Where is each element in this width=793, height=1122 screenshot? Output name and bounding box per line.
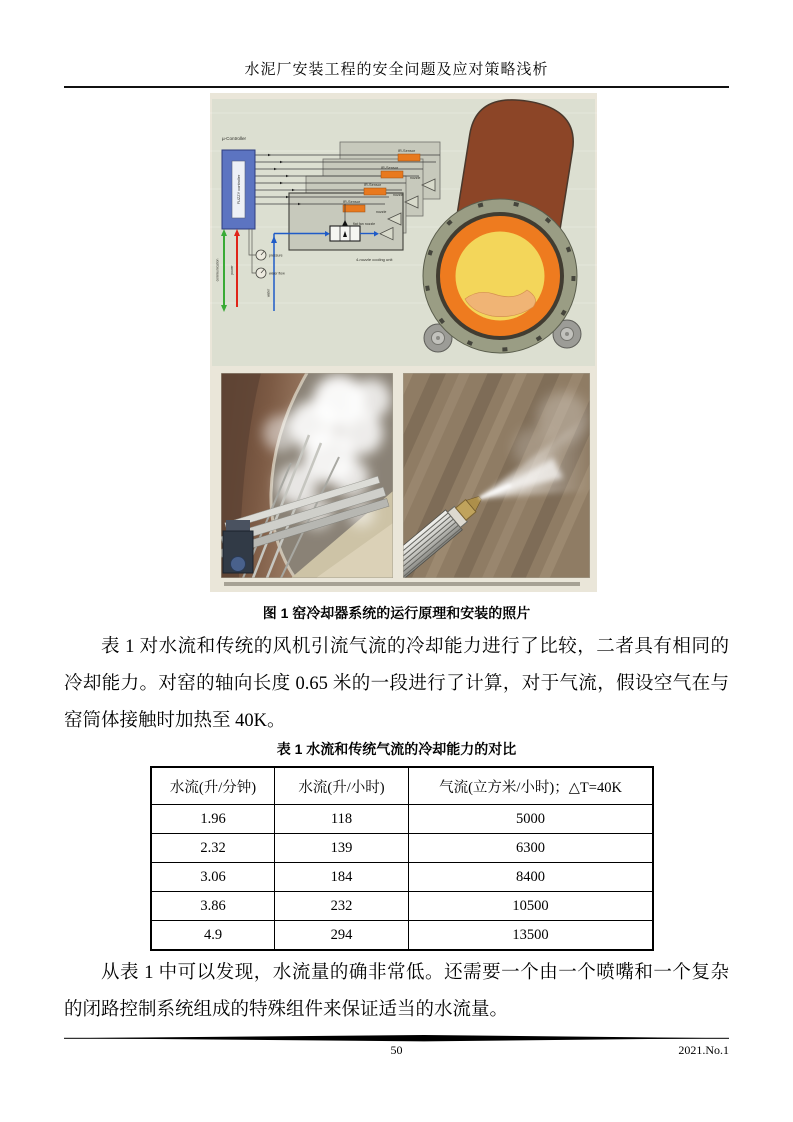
table-body: [151, 805, 653, 951]
paragraph-line: 从表 1 中可以发现，水流量的确非常低。还需要一个由一个喷嘴和一个复杂: [101, 963, 729, 983]
table-row: [151, 834, 653, 863]
ir-sensor-label: IR-Sensor: [343, 200, 361, 204]
cooling-comparison-table: [150, 766, 654, 951]
ir-sensor-label: IR-Sensor: [364, 183, 382, 187]
page-header-title: 水泥厂安装工程的安全问题及应对策略浅析: [244, 62, 549, 78]
control-device: [223, 520, 253, 573]
micro-controller-label: µ-Controller: [222, 136, 247, 141]
scan-smudge: [224, 582, 580, 586]
nozzle-label: nozzle: [376, 210, 387, 214]
paragraph-line: 冷却能力。对窑的轴向长度 0.65 米的一段进行了计算，对于气流，假设空气在与: [64, 674, 729, 694]
pressure-label: pressure: [269, 253, 283, 258]
table-cell: 2.32: [151, 834, 275, 863]
fuzzy-controller-box: [222, 150, 255, 229]
figure-image: [210, 93, 597, 592]
water-flow-label: water flow: [269, 271, 285, 276]
ir-sensor-label: IR-Sensor: [398, 149, 416, 153]
table-cell: 118: [275, 805, 409, 834]
table-cell: 294: [275, 921, 409, 951]
page-number: 50: [390, 1043, 403, 1057]
column-header: 水流(升/分钟): [151, 767, 275, 805]
table-cell: 6300: [409, 834, 654, 863]
photo-left-steam: [212, 373, 393, 578]
table-row: [151, 892, 653, 921]
column-header: 气流(立方米/小时)；△T=40K: [409, 767, 654, 805]
table-cell: 8400: [409, 863, 654, 892]
communication-label: communication: [215, 258, 220, 282]
paragraph-line: 窑筒体接触时加热至 40K。: [64, 711, 286, 731]
ir-sensor-label: IR-Sensor: [381, 166, 399, 170]
table-caption: 表 1 水流和传统气流的冷却能力的对比: [276, 741, 517, 757]
table-cell: 10500: [409, 892, 654, 921]
paragraph-line: 表 1 对水流和传统的风机引流气流的冷却能力进行了比较，二者具有相同的: [101, 637, 729, 657]
flat-fan-nozzle-label: flat fan nozzle: [353, 222, 376, 226]
fuzzy-controller-label: FUZZY controller: [236, 174, 241, 205]
figure-caption: 图 1 窑冷却器系统的运行原理和安装的照片: [262, 605, 531, 621]
nozzle-label: nozzle: [410, 176, 421, 180]
table-row: [151, 805, 653, 834]
table-cell: 13500: [409, 921, 654, 951]
ir-sensor-icon: [398, 154, 420, 161]
ir-sensor-icon: [343, 205, 365, 212]
issue-number: 2021.No.1: [678, 1043, 729, 1057]
ir-sensor-icon: [381, 171, 403, 178]
table-cell: 232: [275, 892, 409, 921]
power-label: power: [230, 265, 234, 275]
cooling-unit-label: 4-nozzle cooling unit: [356, 257, 393, 262]
water-label: water: [266, 288, 271, 298]
header-rule: [64, 86, 729, 88]
table-cell: 4.9: [151, 921, 275, 951]
ir-sensor-icon: [364, 188, 386, 195]
table-header-row: [151, 767, 653, 805]
paragraph-1: [64, 629, 729, 740]
table-row: [151, 863, 653, 892]
table-cell: 3.86: [151, 892, 275, 921]
nozzle-label: nozzle: [393, 193, 404, 197]
table-row: [151, 921, 653, 951]
table-cell: 184: [275, 863, 409, 892]
paragraph-line: 的闭路控制系统组成的特殊组件来保证适当的水流量。: [64, 1000, 509, 1020]
paragraph-2: [64, 955, 729, 1029]
footer-rule: [64, 1035, 729, 1042]
column-header: 水流(升/小时): [275, 767, 409, 805]
table-cell: 5000: [409, 805, 654, 834]
table-cell: 1.96: [151, 805, 275, 834]
table-cell: 3.06: [151, 863, 275, 892]
table-cell: 139: [275, 834, 409, 863]
